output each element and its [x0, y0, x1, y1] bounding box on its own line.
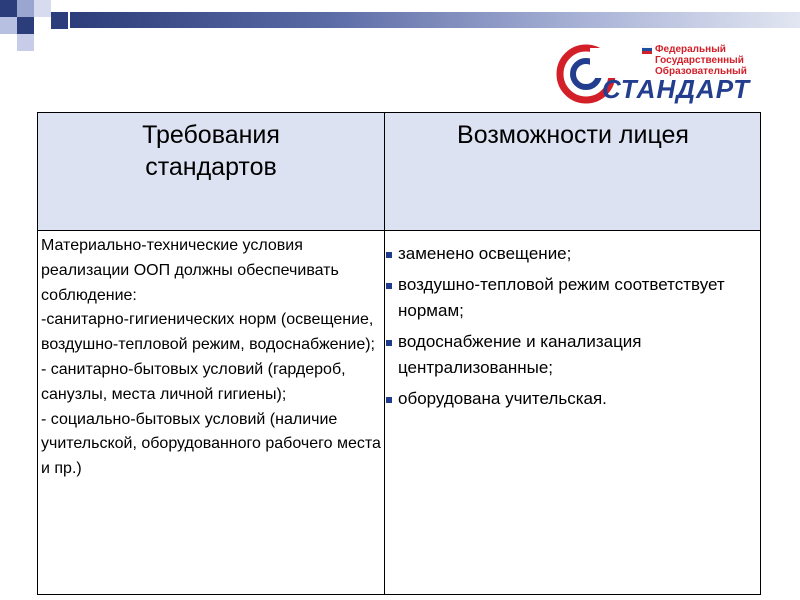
requirement-text: Материально-технические условия реализации ООП должны обеспечивать соблюдение:	[41, 237, 339, 304]
decor-square	[34, 17, 51, 34]
logo-caption: Федеральный Государственный Образовательный	[655, 44, 747, 77]
list-item: воздушно-тепловой режим соответствует нормам;	[386, 272, 756, 325]
column-divider	[384, 113, 385, 594]
decor-square	[0, 0, 17, 17]
requirements-cell	[41, 234, 381, 482]
bullet-icon	[386, 252, 392, 258]
requirement-text: - санитарно-бытовых условий (гардероб, санузлы, места личной гигиены);	[41, 360, 346, 403]
decor-square	[0, 17, 17, 34]
header-requirements: Требования стандартов	[142, 121, 280, 181]
fgos-logo	[556, 42, 751, 106]
russian-flag-icon	[642, 45, 652, 54]
decor-square	[34, 0, 51, 17]
decor-square	[51, 12, 68, 29]
decor-square	[17, 0, 34, 17]
requirements-table	[37, 112, 761, 595]
requirement-text: -санитарно-гигиенических норм (освещение, воздушно-тепловой режим, водоснабжение);	[41, 311, 375, 354]
list-item: заменено освещение;	[386, 241, 756, 268]
capabilities-list	[386, 241, 756, 416]
bullet-icon	[386, 340, 392, 346]
header-bar	[70, 12, 800, 28]
decor-square	[17, 17, 34, 34]
decor-square	[17, 34, 34, 51]
requirement-text: - социально-бытовых условий (наличие учительской, оборудованного рабочего места и пр.)	[41, 410, 381, 478]
list-item: водоснабжение и канализация централизованные;	[386, 329, 756, 382]
bullet-icon	[386, 397, 392, 403]
logo-word: СТАНДАРТ	[602, 74, 751, 104]
list-item: оборудована учительская.	[386, 386, 756, 413]
bullet-icon	[386, 283, 392, 289]
header-capabilities: Возможности лицея	[457, 121, 689, 149]
